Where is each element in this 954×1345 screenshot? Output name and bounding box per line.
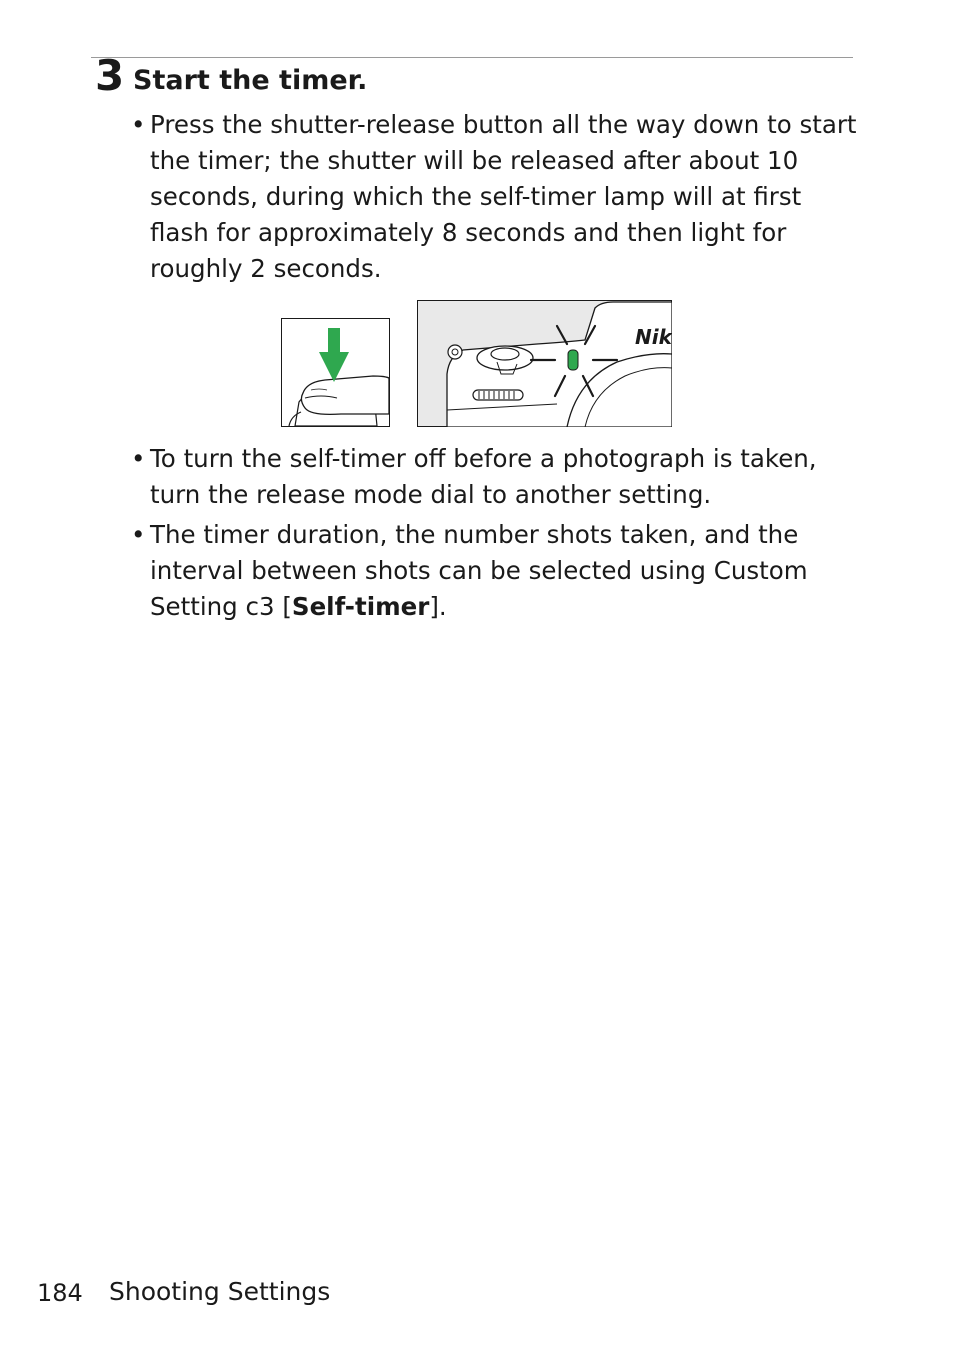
bullet-text: To turn the self-timer off before a photograph is taken, turn the release mode dial to another setting.: [150, 444, 817, 509]
menu-item-reference: Self-timer: [291, 592, 430, 621]
bullet-item: [131, 107, 861, 287]
step-number: 3: [95, 51, 125, 100]
bullet-text: [150, 517, 861, 625]
camera-logo: Nik: [635, 325, 672, 349]
self-timer-lamp-icon: [568, 350, 578, 370]
bullet-text-after: ].: [429, 592, 447, 621]
page-number: 184: [37, 1279, 83, 1307]
bullet-text-before: The timer duration, the number shots taken, and the interval between shots can be selected using Custom Setting c3 [: [150, 520, 808, 621]
shutter-press-illustration: [281, 318, 390, 427]
header-rule: [91, 57, 853, 58]
camera-self-timer-lamp-illustration: [417, 300, 672, 427]
bullet-item: [131, 441, 861, 513]
section-title: Shooting Settings: [109, 1277, 331, 1306]
bullet-marker: •: [131, 444, 146, 473]
bullet-text: Press the shutter-release button all the way down to start the timer; the shutter will be released after about 10 seconds, during which the self-timer lamp will at first flash for approximately 8 seconds and then light for roughly 2 seconds.: [150, 110, 857, 283]
bullet-marker: •: [131, 520, 146, 549]
step-title: Start the timer.: [133, 65, 368, 96]
bullet-marker: •: [131, 110, 146, 139]
bullet-item: [131, 517, 861, 625]
